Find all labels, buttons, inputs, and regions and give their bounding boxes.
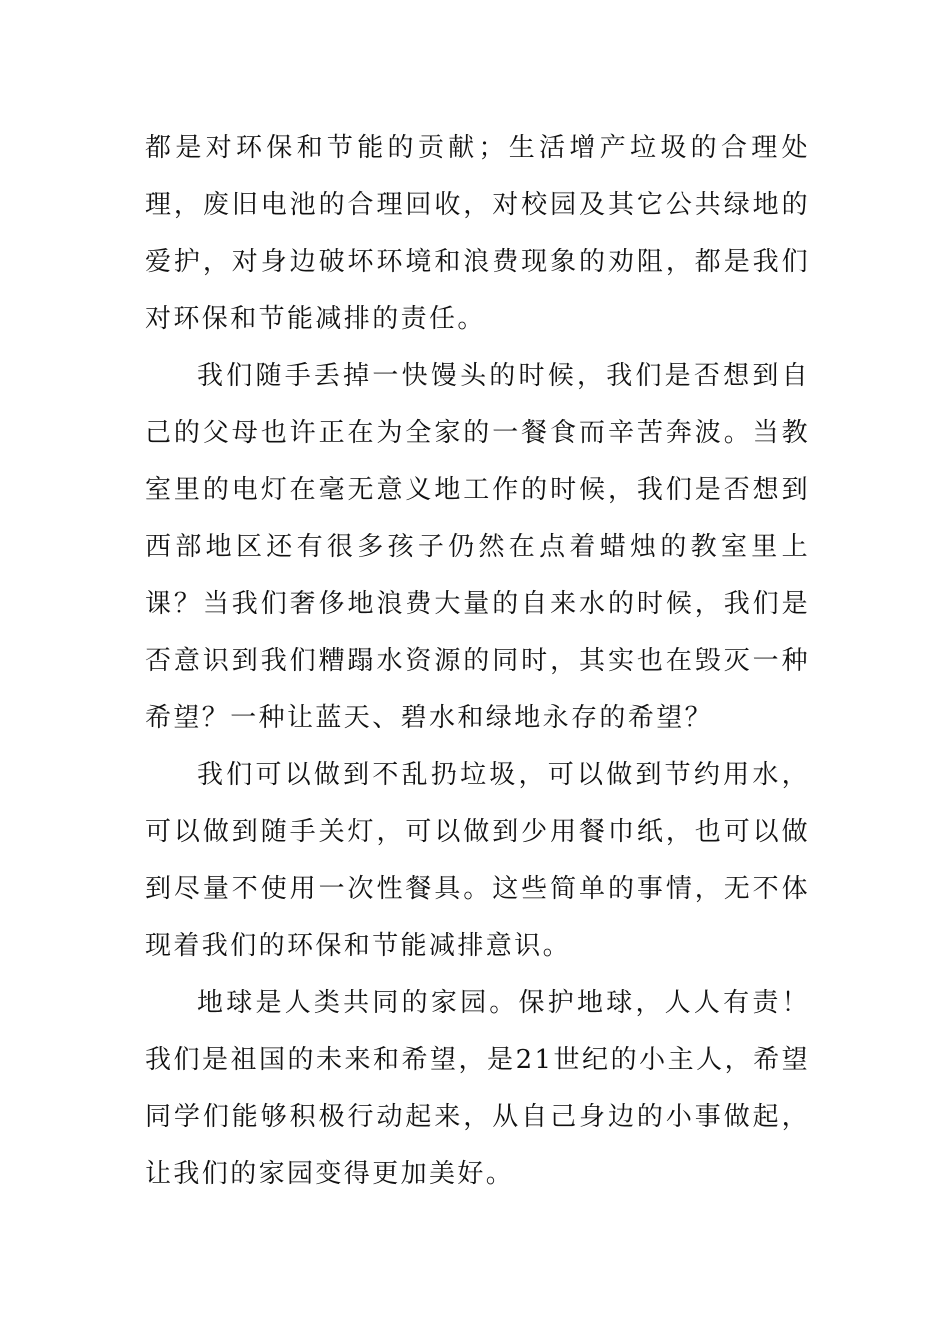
paragraph-2: 我们随手丢掉一快馒头的时候，我们是否想到自己的父母也许正在为全家的一餐食而辛苦奔波。当教室里的电灯在毫无意义地工作的时候，我们是否想到西部地区还有很多孩子仍然在点着蜡烛的教室里上课？当我们奢侈地浪费大量的自来水的时候，我们是否意识到我们糟蹋水资源的同时，其实也在毁灭一种希望？一种让蓝天、碧水和绿地永存的希望？ [145, 361, 810, 733]
paragraph-3: 我们可以做到不乱扔垃圾，可以做到节约用水，可以做到随手关灯，可以做到少用餐巾纸，也可以做到尽量不使用一次性餐具。这些简单的事情，无不体现着我们的环保和节能减排意识。 [145, 760, 810, 961]
paragraph-4: 地球是人类共同的家园。保护地球，人人有责！我们是祖国的未来和希望，是21世纪的小主人，希望同学们能够积极行动起来，从自己身边的小事做起，让我们的家园变得更加美好。 [145, 988, 810, 1189]
document-body [145, 120, 810, 1203]
paragraph-1: 都是对环保和节能的贡献；生活增产垃圾的合理处理，废旧电池的合理回收，对校园及其它公共绿地的爱护，对身边破坏环境和浪费现象的劝阻，都是我们对环保和节能减排的责任。 [145, 133, 810, 334]
